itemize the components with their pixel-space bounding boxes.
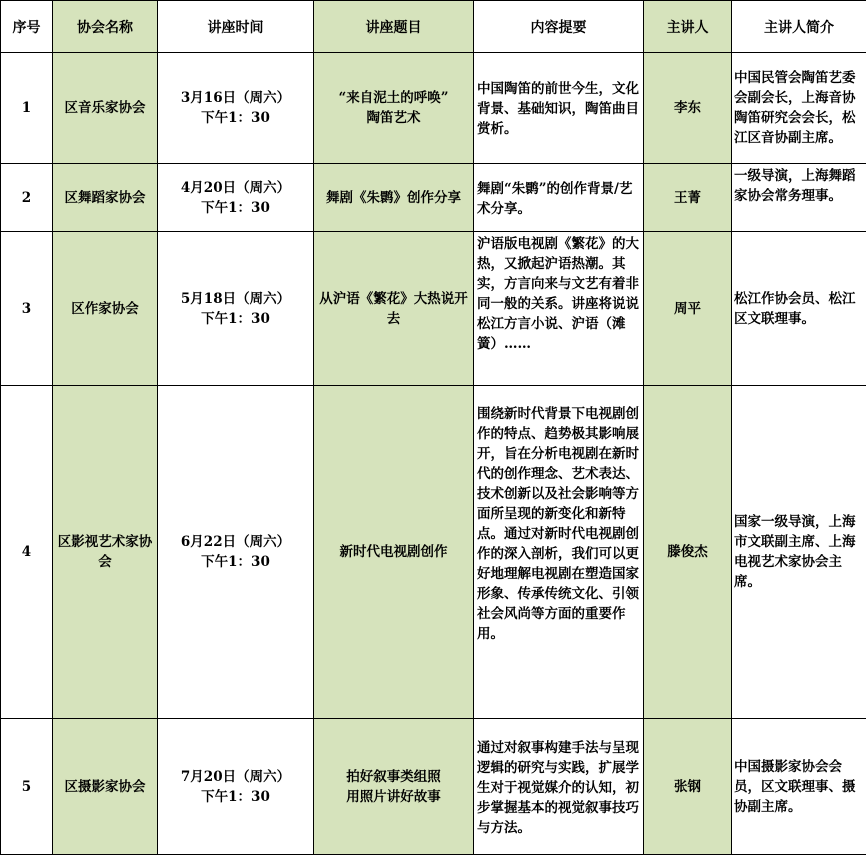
content-summary: 围绕新时代背景下电视剧创作的特点、趋势极其影响展开，旨在分析电视剧在新时代的创作理念、艺术表达、技术创新以及社会影响等方面所呈现的新变化和新特点。通过对新时代电视剧创作的深入剖析，我们可以更好地理解电视剧在塑造国家形象、传承传统文化、引领社会风尚等方面的重要作用。 — [474, 386, 644, 719]
association-name: 区音乐家协会 — [53, 53, 158, 164]
header-index: 序号 — [1, 1, 53, 53]
lecture-topic: 从沪语《繁花》大热说开去 — [314, 232, 474, 386]
lecture-topic: 新时代电视剧创作 — [314, 386, 474, 719]
speaker-name: 周平 — [644, 232, 732, 386]
lecture-time: 4月20日（周六） 下午1：30 — [158, 164, 314, 232]
lecture-topic: “来自泥土的呼唤” 陶笛艺术 — [314, 53, 474, 164]
speaker-intro: 中国摄影家协会会员，区文联理事、摄协副主席。 — [732, 719, 866, 855]
header-association: 协会名称 — [53, 1, 158, 53]
content-summary: 沪语版电视剧《繁花》的大热，又掀起沪语热潮。其实，方言向来与文艺有着非同一般的关系。讲座将说说松江方言小说、沪语（滩簧）…… — [474, 232, 644, 386]
row-index: 3 — [1, 232, 53, 386]
speaker-name: 张钢 — [644, 719, 732, 855]
content-summary: 舞剧“朱鹮”的创作背景/艺术分享。 — [474, 164, 644, 232]
header-row — [1, 1, 866, 53]
table-row — [1, 232, 866, 386]
header-summary: 内容提要 — [474, 1, 644, 53]
speaker-name: 王菁 — [644, 164, 732, 232]
speaker-name: 李东 — [644, 53, 732, 164]
header-speaker-intro: 主讲人简介 — [732, 1, 866, 53]
content-summary: 中国陶笛的前世今生，文化背景、基础知识，陶笛曲目赏析。 — [474, 53, 644, 164]
association-name: 区摄影家协会 — [53, 719, 158, 855]
table-row — [1, 164, 866, 232]
lecture-time: 3月16日（周六） 下午1：30 — [158, 53, 314, 164]
lecture-time: 6月22日（周六） 下午1：30 — [158, 386, 314, 719]
content-summary: 通过对叙事构建手法与呈现逻辑的研究与实践，扩展学生对于视觉媒介的认知，初步掌握基本的视觉叙事技巧与方法。 — [474, 719, 644, 855]
association-name: 区作家协会 — [53, 232, 158, 386]
speaker-intro: 松江作协会员、松江区文联理事。 — [732, 232, 866, 386]
lecture-time: 5月18日（周六） 下午1：30 — [158, 232, 314, 386]
speaker-intro: 国家一级导演，上海市文联副主席、上海电视艺术家协会主席。 — [732, 386, 866, 719]
row-index: 2 — [1, 164, 53, 232]
speaker-intro: 中国民管会陶笛艺委会副会长，上海音协陶笛研究会会长，松江区音协副主席。 — [732, 53, 866, 164]
association-name: 区影视艺术家协会 — [53, 386, 158, 719]
header-speaker: 主讲人 — [644, 1, 732, 53]
lecture-topic: 舞剧《朱鹮》创作分享 — [314, 164, 474, 232]
table-row — [1, 386, 866, 719]
table-row — [1, 719, 866, 855]
speaker-name: 滕俊杰 — [644, 386, 732, 719]
table-row — [1, 53, 866, 164]
association-name: 区舞蹈家协会 — [53, 164, 158, 232]
speaker-intro: 一级导演，上海舞蹈家协会常务理事。 — [732, 164, 866, 232]
row-index: 5 — [1, 719, 53, 855]
row-index: 1 — [1, 53, 53, 164]
lecture-topic: 拍好叙事类组照 用照片讲好故事 — [314, 719, 474, 855]
header-topic: 讲座题目 — [314, 1, 474, 53]
header-time: 讲座时间 — [158, 1, 314, 53]
lecture-time: 7月20日（周六） 下午1：30 — [158, 719, 314, 855]
row-index: 4 — [1, 386, 53, 719]
